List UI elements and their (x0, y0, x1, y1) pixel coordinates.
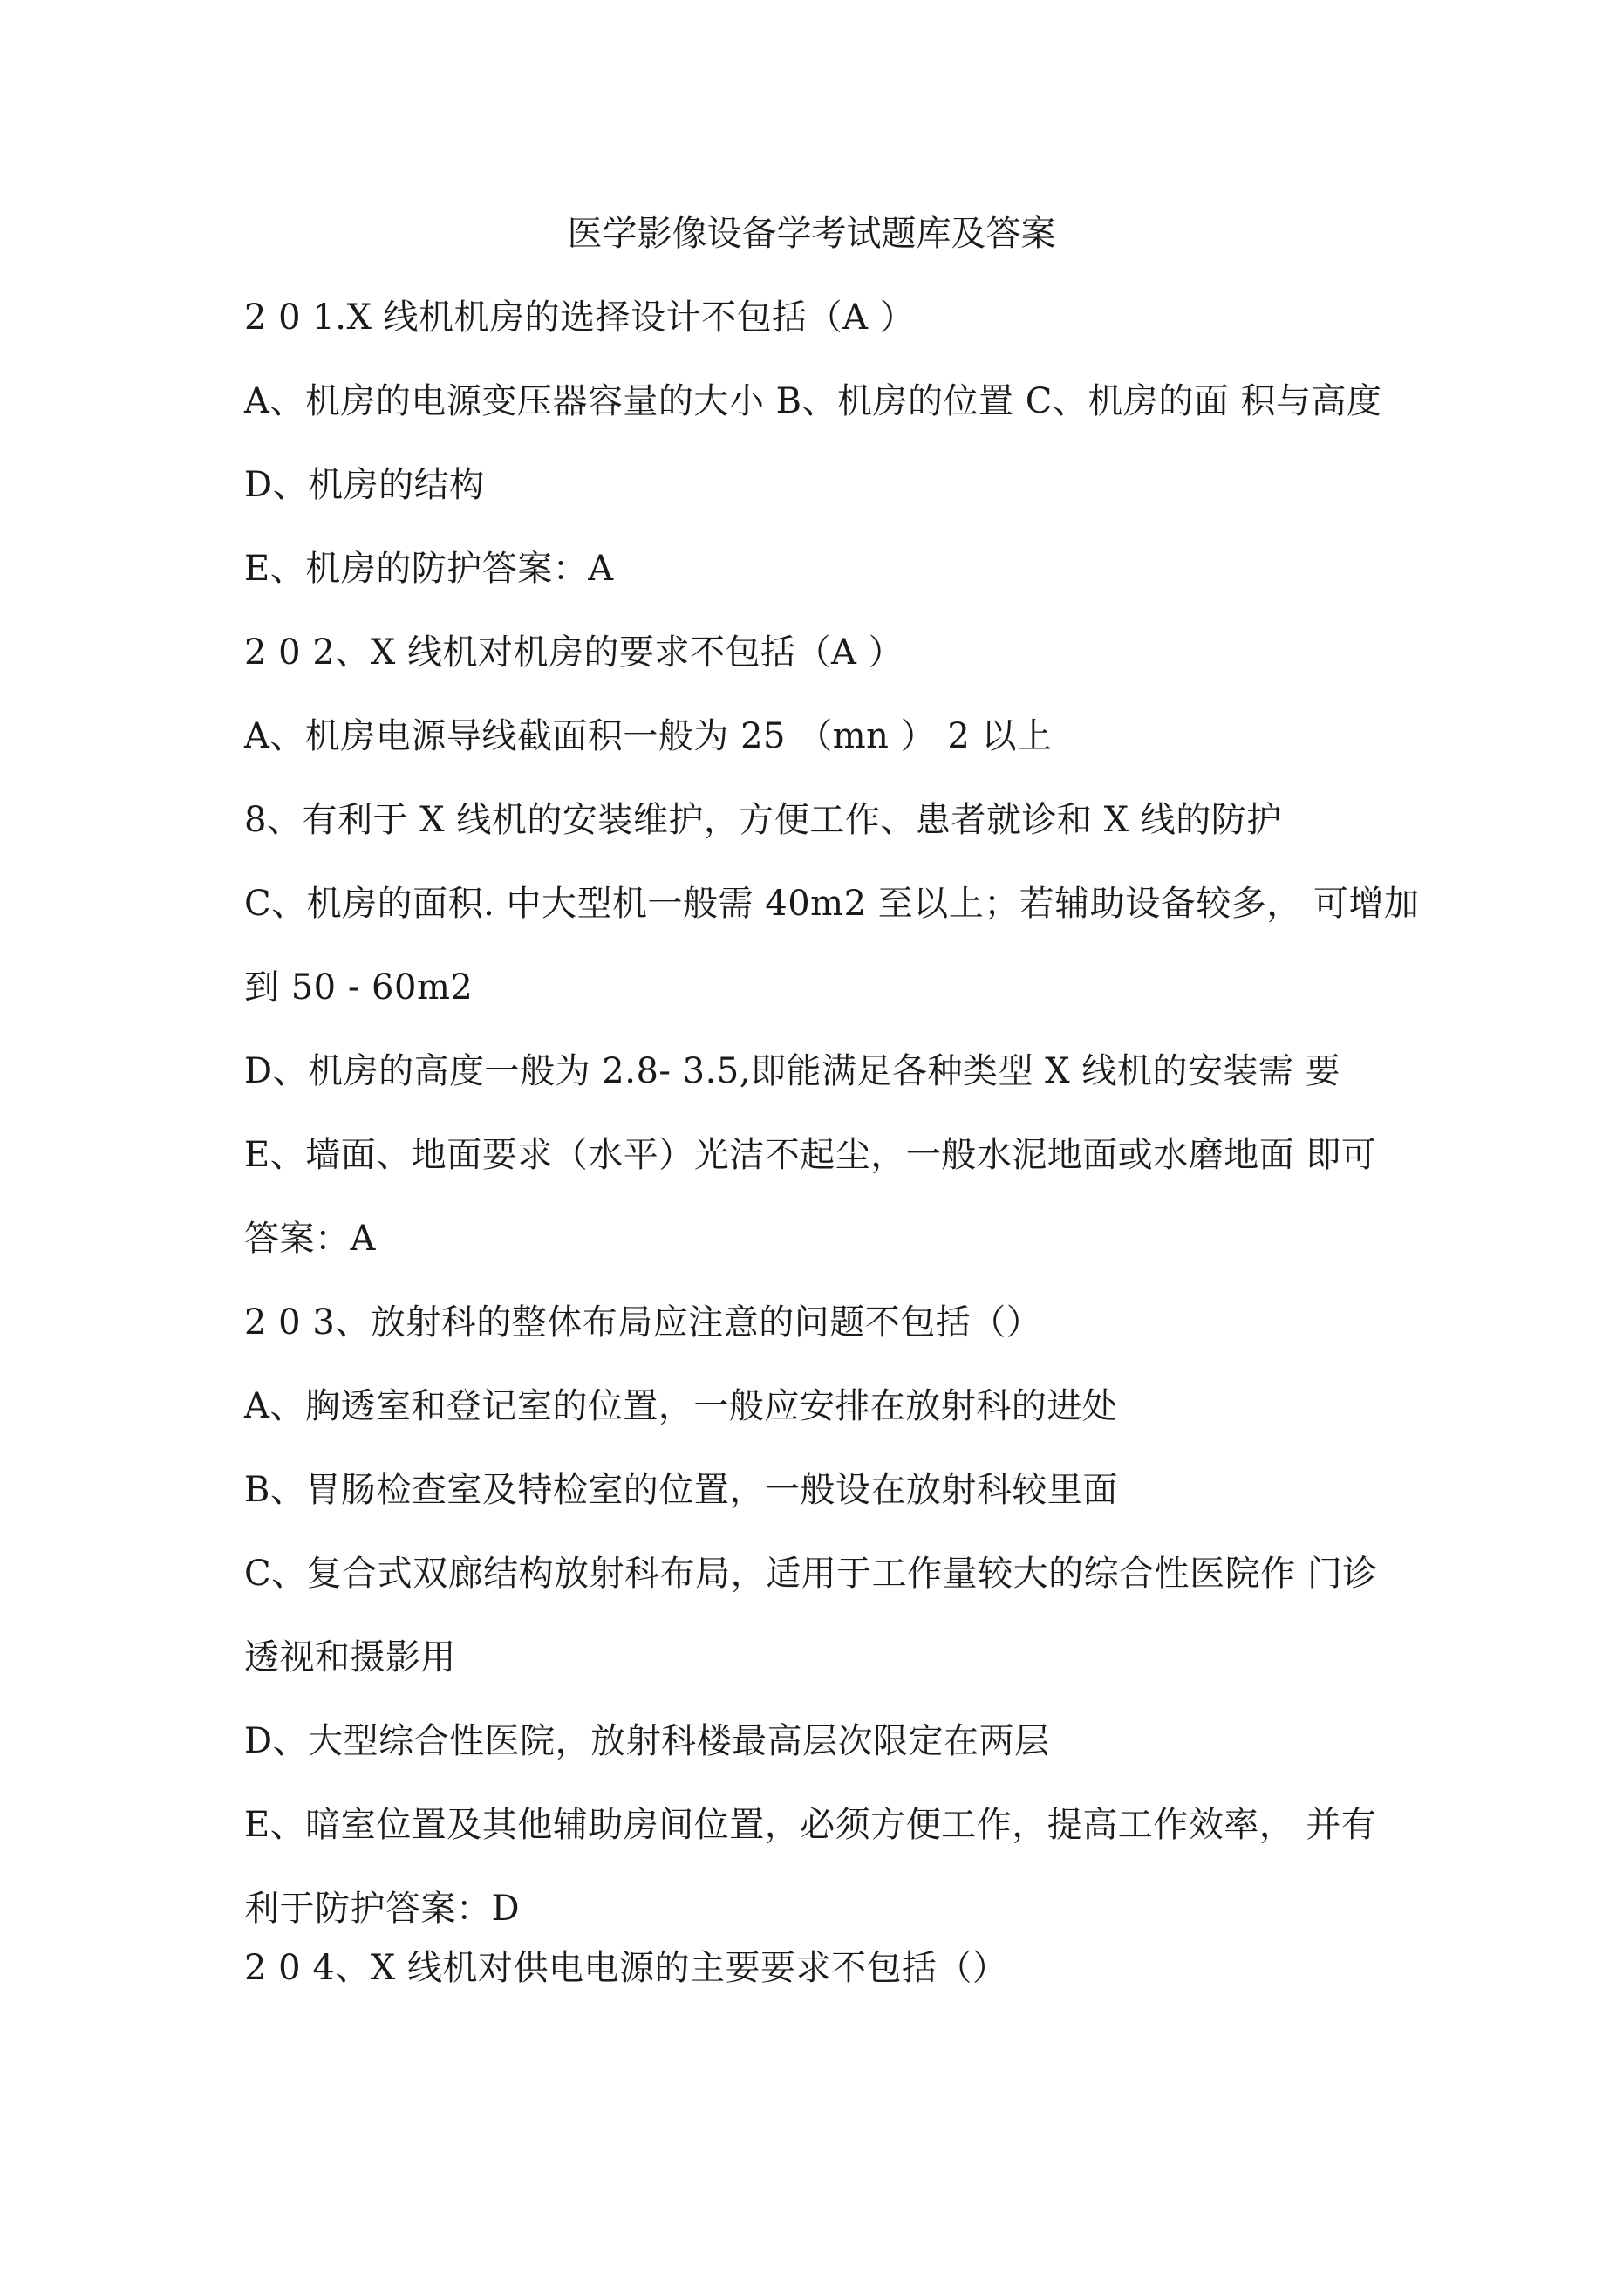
question-203-option-a: A、胸透室和登记室的位置，一般应安排在放射科的进处 (244, 1386, 1118, 1426)
question-203-option-b: B、胃肠检查室及特检室的位置，一般设在放射科较里面 (244, 1470, 1118, 1510)
question-202-option-c: C、机房的面积. 中大型机一般需 40m2 至以上；若辅助设备较多， 可增加 (244, 884, 1420, 924)
question-203-option-d: D、大型综合性医院，放射科楼最高层次限定在两层 (244, 1721, 1050, 1761)
question-202-answer: 答案：A (244, 1219, 376, 1259)
question-203-option-e-answer: 利于防护答案：D (244, 1889, 521, 1929)
question-201-option-e-answer: E、机房的防护答案：A (244, 549, 614, 589)
document-title: 医学影像设备学考试题库及答案 (567, 214, 1056, 254)
question-202-option-b: 8、有利于 X 线机的安装维护，方便工作、患者就诊和 X 线的防护 (244, 800, 1282, 840)
question-202-option-a: A、机房电源导线截面积一般为 25 （mn ） 2 以上 (244, 716, 1053, 756)
question-203-option-e: E、暗室位置及其他辅助房间位置，必须方便工作，提高工作效率， 并有 (244, 1805, 1377, 1845)
question-202-option-c-continued: 到 50 - 60m2 (244, 967, 474, 1008)
question-202-stem: 2 0 2、X 线机对机房的要求不包括（A ） (244, 632, 904, 673)
question-202-option-e: E、墙面、地面要求（水平）光洁不起尘，一般水泥地面或水磨地面 即可 (244, 1135, 1377, 1175)
question-201-options-abc: A、机房的电源变压器容量的大小 B、机房的位置 C、机房的面 积与高度 (244, 381, 1382, 421)
question-204-stem: 2 0 4、X 线机对供电电源的主要要求不包括（） (244, 1948, 1008, 1988)
question-201-stem: 2 0 1.X 线机机房的选择设计不包括（A ） (244, 297, 916, 338)
question-201-option-d: D、机房的结构 (244, 465, 485, 505)
question-203-option-c-continued: 透视和摄影用 (244, 1637, 456, 1678)
question-203-stem: 2 0 3、放射科的整体布局应注意的问题不包括（） (244, 1302, 1042, 1343)
question-202-option-d: D、机房的高度一般为 2.8- 3.5,即能满足各种类型 X 线机的安装需 要 (244, 1051, 1341, 1091)
question-203-option-c: C、复合式双廊结构放射科布局，适用于工作量较大的综合性医院作 门诊 (244, 1554, 1378, 1594)
